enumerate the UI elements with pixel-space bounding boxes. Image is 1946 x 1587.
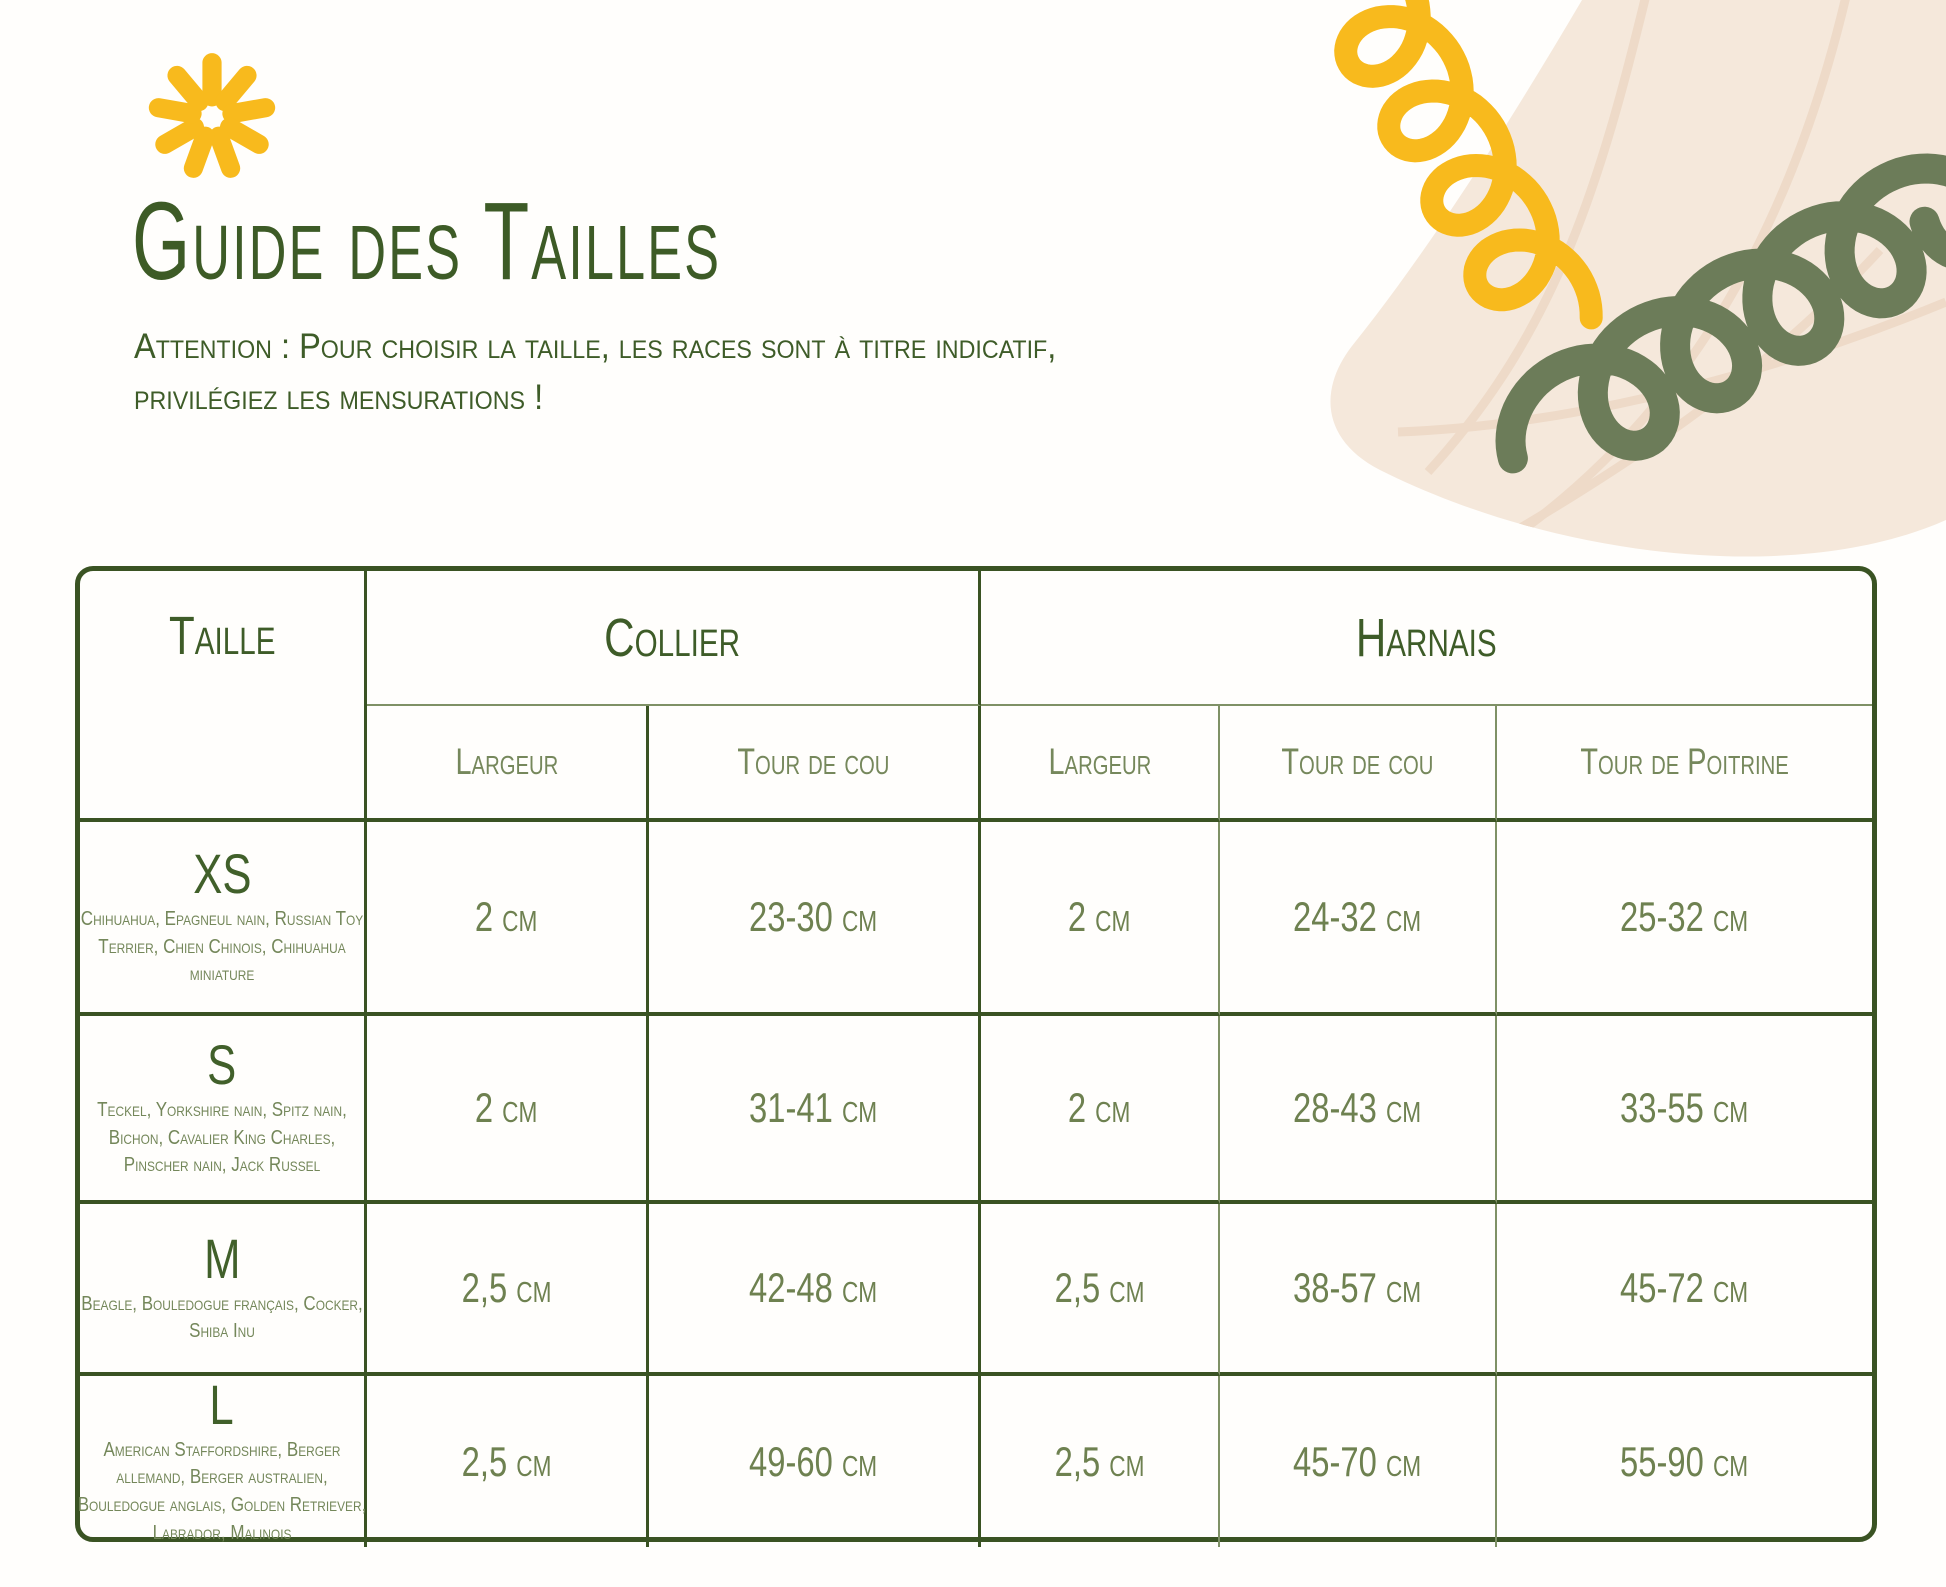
size-cell-l [77, 1373, 367, 1547]
size-cell-s [80, 1016, 367, 1204]
subheader-harnais-tour-de-poitrine: Tour de Poitrine [1497, 706, 1872, 822]
breeds-text: Beagle, Bouledogue français, Cocker, Shiba Inu [81, 1292, 363, 1343]
size-label: M [203, 1227, 241, 1290]
value-cell: 24-32 cm [1220, 822, 1497, 1016]
breeds-text: Teckel, Yorkshire nain, Spitz nain, Bichon, Cavalier King Charles, Pinscher nain, Jack Russel [97, 1099, 347, 1177]
value-cell: 45-70 cm [1220, 1376, 1497, 1547]
value-cell: 2 cm [981, 822, 1220, 1016]
value-cell: 2,5 cm [981, 1376, 1220, 1547]
value-cell: 25-32 cm [1497, 822, 1872, 1016]
page-subtitle [134, 322, 1056, 424]
beige-blob-shape [1330, 0, 1946, 556]
page-title: Guide des Tailles [132, 180, 722, 303]
subheader-collier-tour-de-cou: Tour de cou [649, 706, 981, 822]
value-cell: 2 cm [367, 822, 649, 1016]
value-cell: 42-48 cm [649, 1204, 981, 1376]
value-cell: 2,5 cm [981, 1204, 1220, 1376]
subheader-harnais-tour-de-cou: Tour de cou [1220, 706, 1497, 822]
breeds-text: American Staffordshire, Berger allemand, Berger australien, Bouledogue anglais, Golden Retriever, Labrador, Malinois [77, 1438, 367, 1544]
value-cell: 38-57 cm [1220, 1204, 1497, 1376]
column-header-harnais: Harnais [981, 571, 1872, 706]
subtitle-line-2: privilégiez les mensurations ! [134, 377, 544, 417]
value-cell: 31-41 cm [649, 1016, 981, 1204]
column-header-taille: Taille [80, 571, 367, 822]
asterisk-icon [148, 50, 276, 180]
value-cell: 2 cm [367, 1016, 649, 1204]
size-label: L [209, 1373, 235, 1436]
green-spiral-icon [1511, 169, 1946, 459]
blob-vein-pattern [1398, 0, 1946, 540]
breeds-text: Chihuahua, Epagneul nain, Russian Toy Terrier, Chien Chinois, Chihuahua miniature [80, 908, 364, 986]
value-cell: 2,5 cm [367, 1376, 649, 1547]
value-cell: 45-72 cm [1497, 1204, 1872, 1376]
size-cell-xs [80, 822, 367, 1016]
subheader-harnais-largeur: Largeur [981, 706, 1220, 822]
value-cell: 33-55 cm [1497, 1016, 1872, 1204]
size-guide-table [75, 566, 1877, 1542]
value-cell: 23-30 cm [649, 822, 981, 1016]
value-cell: 49-60 cm [649, 1376, 981, 1547]
value-cell: 2,5 cm [367, 1204, 649, 1376]
subtitle-line-1: Attention : Pour choisir la taille, les races sont à titre indicatif, [134, 327, 1057, 366]
value-cell: 28-43 cm [1220, 1016, 1497, 1204]
value-cell: 55-90 cm [1620, 1437, 1749, 1485]
size-label: XS [192, 842, 252, 906]
value-cell: 2 cm [981, 1016, 1220, 1204]
yellow-spiral-icon [1307, 0, 1592, 318]
size-label: S [207, 1033, 237, 1097]
column-header-collier: Collier [367, 571, 981, 706]
size-cell-m [80, 1204, 367, 1376]
subheader-collier-largeur: Largeur [367, 706, 649, 822]
